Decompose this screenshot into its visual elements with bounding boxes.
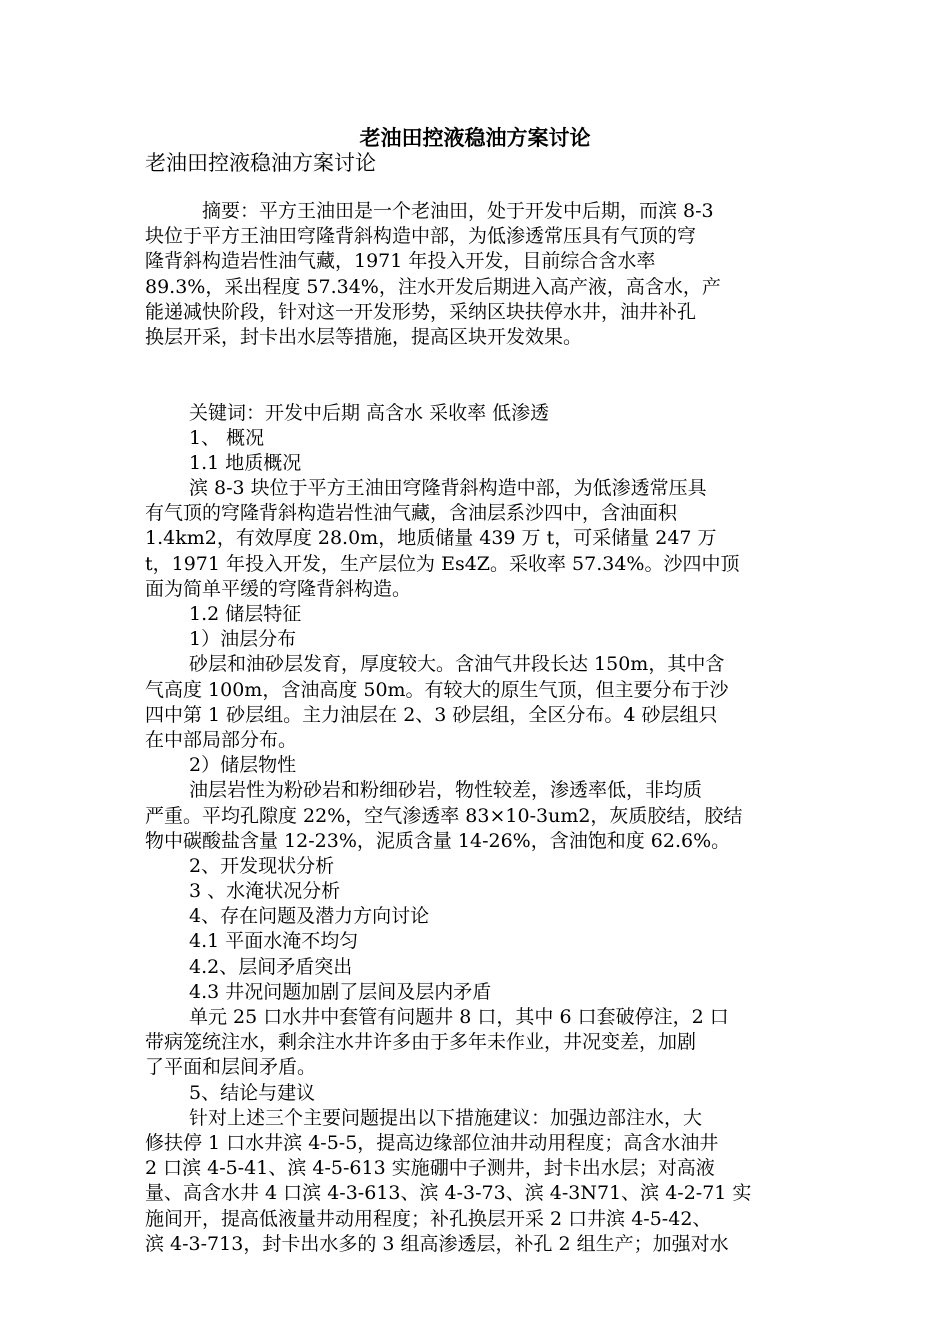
text-line: 了平面和层间矛盾。 (145, 1056, 317, 1079)
document-title: 老油田控液稳油方案讨论 (359, 125, 591, 150)
text-line: 隆背斜构造岩性油气藏，1971 年投入开发，目前综合含水率 (145, 250, 656, 273)
text-line: 物中碳酸盐含量 12-23%，泥质含量 14-26%，含油饱和度 62.6%。 (145, 829, 731, 852)
text-line: 严重。平均孔隙度 22%，空气渗透率 83×10-3um2，灰质胶结，胶结 (145, 804, 743, 827)
document-subtitle: 老油田控液稳油方案讨论 (145, 151, 376, 175)
text-line: 在中部局部分布。 (145, 728, 298, 751)
text-line: 换层开采，封卡出水层等措施，提高区块开发效果。 (145, 325, 583, 348)
text-line: 修扶停 1 口水井滨 4-5-5，提高边缘部位油井动用程度；高含水油井 (145, 1131, 719, 1154)
text-line: 气高度 100m，含油高度 50m。有较大的原生气顶，但主要分布于沙 (145, 678, 729, 701)
text-line: 滨 4-3-713，封卡出水多的 3 组高渗透层，补孔 2 组生产；加强对水 (145, 1232, 729, 1255)
text-line: 四中第 1 砂层组。主力油层在 2、3 砂层组，全区分布。4 砂层组只 (145, 703, 718, 726)
text-line: 1.1 地质概况 (189, 451, 302, 474)
text-line: 1.4km2，有效厚度 28.0m，地质储量 439 万 t，可采储量 247 万 (145, 527, 717, 550)
text-line: 5、结论与建议 (189, 1081, 316, 1104)
text-line: 2、开发现状分析 (189, 854, 335, 877)
text-line: 1、 概况 (189, 426, 265, 449)
text-line: 施间开，提高低液量井动用程度；补孔换层开采 2 口井滨 4-5-42、 (145, 1207, 712, 1230)
text-line: 滨 8-3 块位于平方王油田穹隆背斜构造中部，为低渗透常压具 (189, 477, 707, 500)
text-line: 带病笼统注水，剩余注水井许多由于多年未作业，井况变差，加剧 (145, 1031, 697, 1054)
text-line: 2）储层物性 (189, 754, 297, 777)
text-line: 1）油层分布 (189, 628, 297, 651)
blank-line (145, 350, 805, 375)
text-line: 有气顶的穹隆背斜构造岩性油气藏，含油层系沙四中，含油面积 (145, 502, 678, 525)
text-line: 量、高含水井 4 口滨 4-3-613、滨 4-3-73、滨 4-3N71、滨 4-2-71 实 (145, 1182, 752, 1205)
text-line: t，1971 年投入开发，生产层位为 Es4Z。采收率 57.34%。沙四中顶 (145, 552, 740, 575)
text-line: 4.1 平面水淹不均匀 (189, 930, 359, 953)
text-line: 块位于平方王油田穹隆背斜构造中部，为低渗透常压具有气顶的穹 (145, 225, 697, 248)
text-line: 2 口滨 4-5-41、滨 4-5-613 实施硼中子测井，封卡出水层；对高液 (145, 1157, 715, 1180)
text-line: 1.2 储层特征 (189, 603, 302, 625)
text-line: 砂层和油砂层发育，厚度较大。含油气井段长达 150m，其中含 (189, 653, 725, 676)
text-line: 针对上述三个主要问题提出以下措施建议：加强边部注水，大 (189, 1106, 703, 1129)
text-line: 4.2、层间矛盾突出 (189, 955, 353, 978)
text-line: 89.3%，采出程度 57.34%，注水开发后期进入高产液，高含水，产 (145, 275, 721, 298)
text-line: 3 、水淹状况分析 (189, 880, 341, 903)
text-line: 面为简单平缓的穹隆背斜构造。 (145, 577, 412, 600)
text-line: 单元 25 口水井中套管有问题井 8 口，其中 6 口套破停注，2 口 (189, 1006, 729, 1028)
document-body (145, 199, 805, 1257)
text-line: 4.3 井况问题加剧了层间及层内矛盾 (189, 980, 492, 1003)
blank-line (145, 375, 805, 400)
text-line: 油层岩性为粉砂岩和粉细砂岩，物性较差，渗透率低，非均质 (189, 779, 703, 802)
text-line: 摘要：平方王油田是一个老油田，处于开发中后期，而滨 8-3 (202, 200, 714, 222)
text-line: 4、存在问题及潜力方向讨论 (189, 905, 430, 928)
text-line: 关键词：开发中后期 高含水 采收率 低渗透 (189, 401, 550, 424)
text-line: 能递减快阶段，针对这一开发形势，采纳区块扶停水井，油井补孔 (145, 300, 697, 323)
